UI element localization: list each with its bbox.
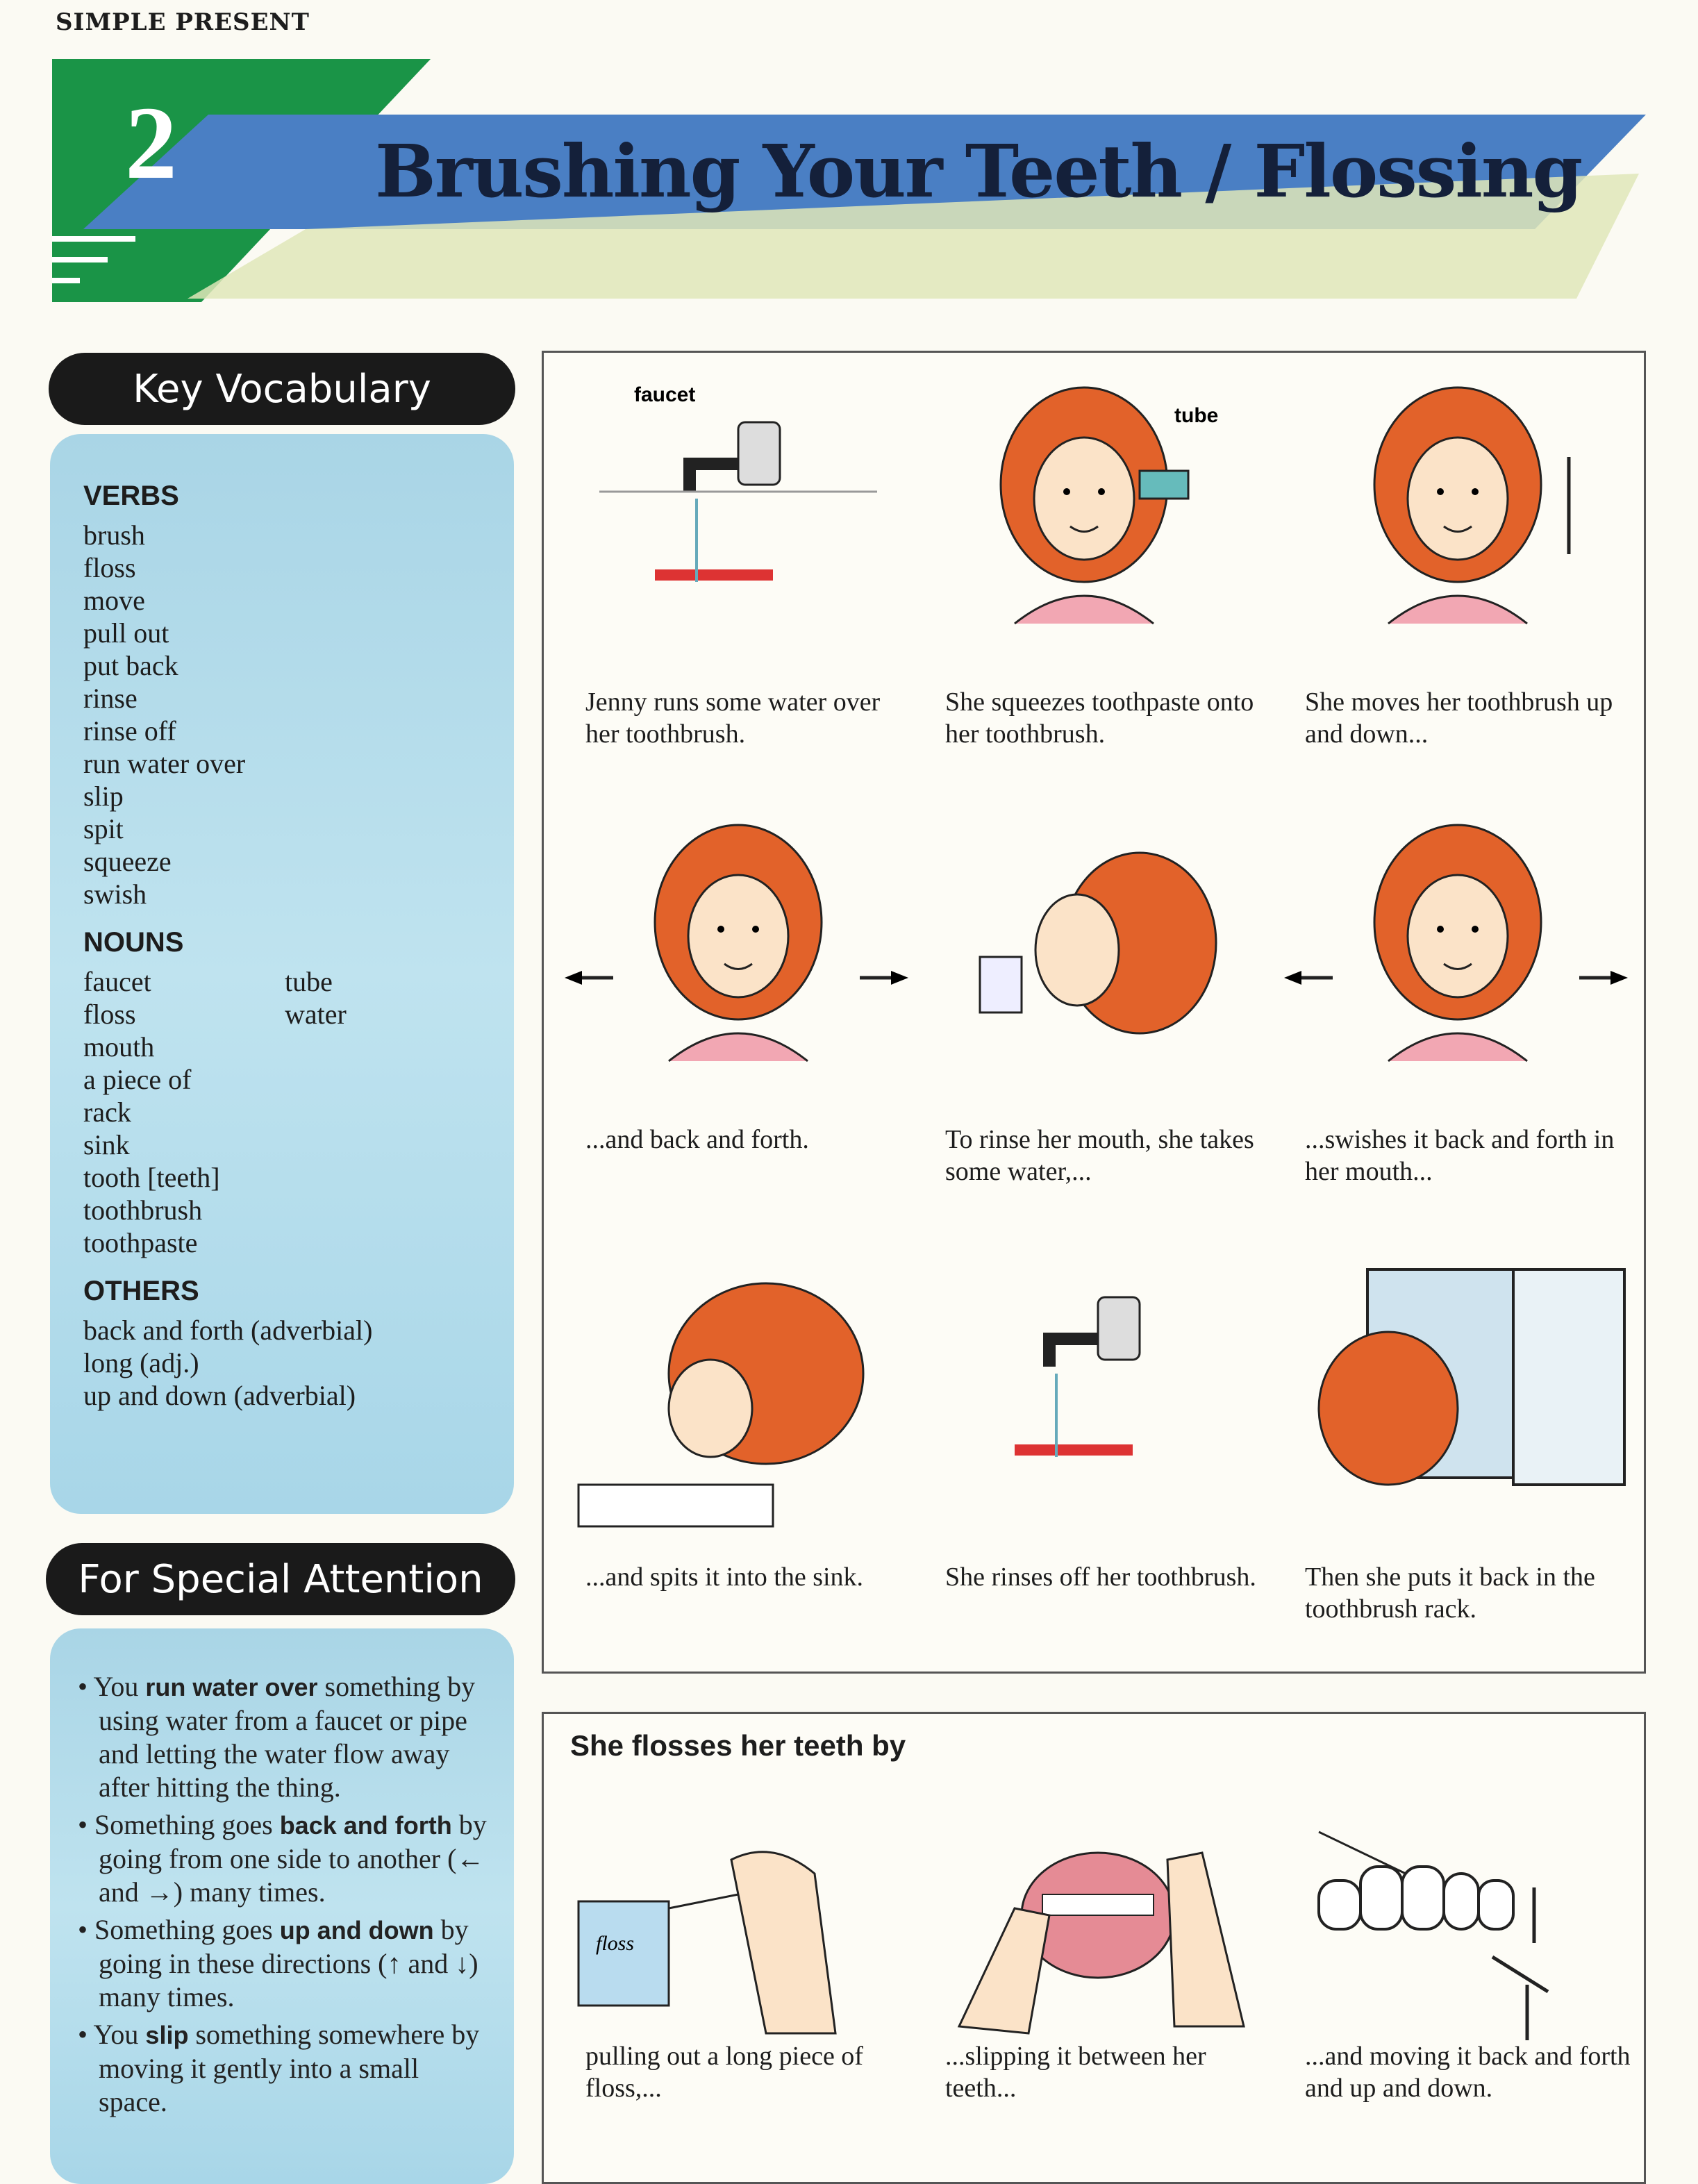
step-caption: She squeezes toothpaste onto her toothbrush. — [945, 687, 1254, 749]
vocab-word: up and down (adverbial) — [83, 1380, 356, 1411]
faucet-rinse-icon — [917, 1256, 1275, 1547]
vocab-word: put back — [83, 650, 178, 681]
vocab-word: swish — [83, 878, 147, 910]
vocab-word: squeeze — [83, 846, 172, 877]
vocab-word: water — [285, 999, 347, 1030]
girl-brushing-updown-icon — [1277, 381, 1635, 672]
step-cell — [1277, 797, 1635, 1235]
floss-caption: ...slipping it between her teeth... — [945, 2042, 1206, 2103]
key-vocabulary-heading: Key Vocabulary — [49, 353, 515, 425]
girl-brushing-sideways-icon — [558, 818, 915, 1110]
vocab-word — [285, 1161, 424, 1194]
floss-step — [558, 1797, 915, 2172]
attention-item: • Something goes up and down by going in these directions (↑ and ↓) many times. — [78, 1914, 478, 2012]
vocab-word — [285, 1063, 424, 1096]
vocab-word: faucet — [83, 966, 151, 997]
attention-text-post: by going in these directions (↑ and ↓) many times. — [99, 1914, 478, 2012]
vocab-word: toothpaste — [83, 1227, 198, 1258]
step-cell — [558, 360, 915, 797]
vocab-word: mouth — [83, 1031, 155, 1062]
vocab-word: sink — [83, 1129, 130, 1160]
verbs-list — [83, 519, 514, 910]
section-label: SIMPLE PRESENT — [56, 8, 310, 36]
attention-term: slip — [145, 2021, 189, 2049]
vocab-word: slip — [83, 781, 124, 812]
step-caption: ...swishes it back and forth in her mouth... — [1305, 1125, 1615, 1186]
others-list — [83, 1314, 514, 1412]
attention-term: run water over — [145, 1673, 318, 1701]
attention-item: • Something goes back and forth by going from one side to another (← and →) many times. — [78, 1809, 487, 1908]
step-cell — [917, 1235, 1275, 1672]
vocab-word: a piece of — [83, 1064, 192, 1095]
vocab-word: toothbrush — [83, 1194, 203, 1226]
attention-text-pre: You — [93, 1671, 146, 1702]
special-attention-heading: For Special Attention — [46, 1543, 515, 1615]
vocab-word: tube — [285, 966, 333, 997]
girl-cabinet-icon — [1277, 1256, 1635, 1547]
vocab-word: tooth [teeth] — [83, 1162, 220, 1193]
svg-text:faucet: faucet — [634, 383, 696, 406]
faucet-toothbrush-icon — [558, 381, 915, 672]
vocab-word — [285, 1096, 424, 1128]
girl-spitting-icon — [558, 1256, 915, 1547]
attention-term: back and forth — [279, 1811, 452, 1840]
vocab-word — [285, 1194, 424, 1226]
vocab-word: spit — [83, 813, 124, 844]
vocab-word: rinse — [83, 683, 138, 714]
attention-list — [78, 1670, 493, 2119]
flossing-panel — [542, 1712, 1646, 2184]
step-cell — [1277, 360, 1635, 797]
attention-item: • You slip something somewhere by moving it gently into a small space. — [78, 2019, 480, 2117]
step-cell — [917, 360, 1275, 797]
step-cell — [1277, 1235, 1635, 1672]
floss-caption: pulling out a long piece of floss,... — [585, 2042, 863, 2103]
step-caption: Then she puts it back in the toothbrush rack. — [1305, 1562, 1595, 1624]
attention-text-pre: You — [93, 2019, 146, 2050]
teeth-arrows-icon — [1277, 1818, 1635, 2040]
step-caption: Jenny runs some water over her toothbrush. — [585, 687, 881, 749]
vocab-word — [285, 1128, 424, 1161]
verbs-heading: VERBS — [83, 481, 179, 511]
nouns-list — [83, 965, 514, 1259]
floss-box-icon — [558, 1818, 915, 2040]
step-cell — [558, 1235, 915, 1672]
mouth-floss-icon — [917, 1818, 1275, 2040]
vocab-word: pull out — [83, 617, 169, 649]
step-caption: To rinse her mouth, she takes some water,... — [945, 1125, 1254, 1186]
vocab-word: brush — [83, 519, 145, 551]
attention-item: • You run water over something by using water from a faucet or pipe and letting the water flow away after hitting the thing. — [78, 1671, 476, 1803]
vocab-word: rinse off — [83, 715, 176, 747]
attention-text-pre: Something goes — [94, 1809, 280, 1840]
nouns-heading: NOUNS — [83, 927, 184, 958]
floss-caption: ...and moving it back and forth and up and down. — [1305, 2042, 1631, 2103]
vocab-word: floss — [83, 552, 136, 583]
svg-text:tube: tube — [1174, 404, 1219, 427]
step-caption: She rinses off her toothbrush. — [945, 1562, 1256, 1592]
svg-text:floss: floss — [596, 1932, 635, 1955]
brushing-steps-panel — [542, 351, 1646, 1674]
key-vocabulary-box — [50, 434, 514, 1514]
chapter-number: 2 — [125, 85, 177, 201]
vocab-word: rack — [83, 1097, 131, 1128]
attention-text-post: something somewhere by moving it gently into a small space. — [99, 2019, 480, 2117]
others-heading: OTHERS — [83, 1276, 199, 1306]
floss-step — [1277, 1797, 1635, 2172]
step-caption: ...and back and forth. — [585, 1125, 809, 1154]
vocab-word: floss — [83, 999, 136, 1030]
girl-toothpaste-icon — [917, 381, 1275, 672]
attention-text-post: by going from one side to another (← and →) many times. — [99, 1809, 487, 1908]
vocab-word: back and forth (adverbial) — [83, 1315, 373, 1346]
girl-drinking-icon — [917, 818, 1275, 1110]
flossing-title: She flosses her teeth by — [570, 1729, 906, 1762]
step-cell — [558, 797, 915, 1235]
page-title: Brushing Your Teeth / Flossing — [375, 128, 1582, 214]
vocab-word: long (adj.) — [83, 1347, 199, 1378]
attention-text-post: something by using water from a faucet or pipe and letting the water flow away after hitting the thing. — [99, 1671, 476, 1803]
attention-text-pre: Something goes — [94, 1914, 280, 1945]
step-caption: ...and spits it into the sink. — [585, 1562, 864, 1592]
vocab-word — [285, 1226, 424, 1259]
step-cell — [917, 797, 1275, 1235]
attention-term: up and down — [279, 1916, 434, 1944]
vocab-word: run water over — [83, 748, 246, 779]
special-attention-box — [50, 1628, 514, 2184]
girl-swishing-icon — [1277, 818, 1635, 1110]
vocab-word — [285, 1031, 424, 1063]
step-caption: She moves her toothbrush up and down... — [1305, 687, 1613, 749]
floss-step — [917, 1797, 1275, 2172]
vocab-word: move — [83, 585, 145, 616]
